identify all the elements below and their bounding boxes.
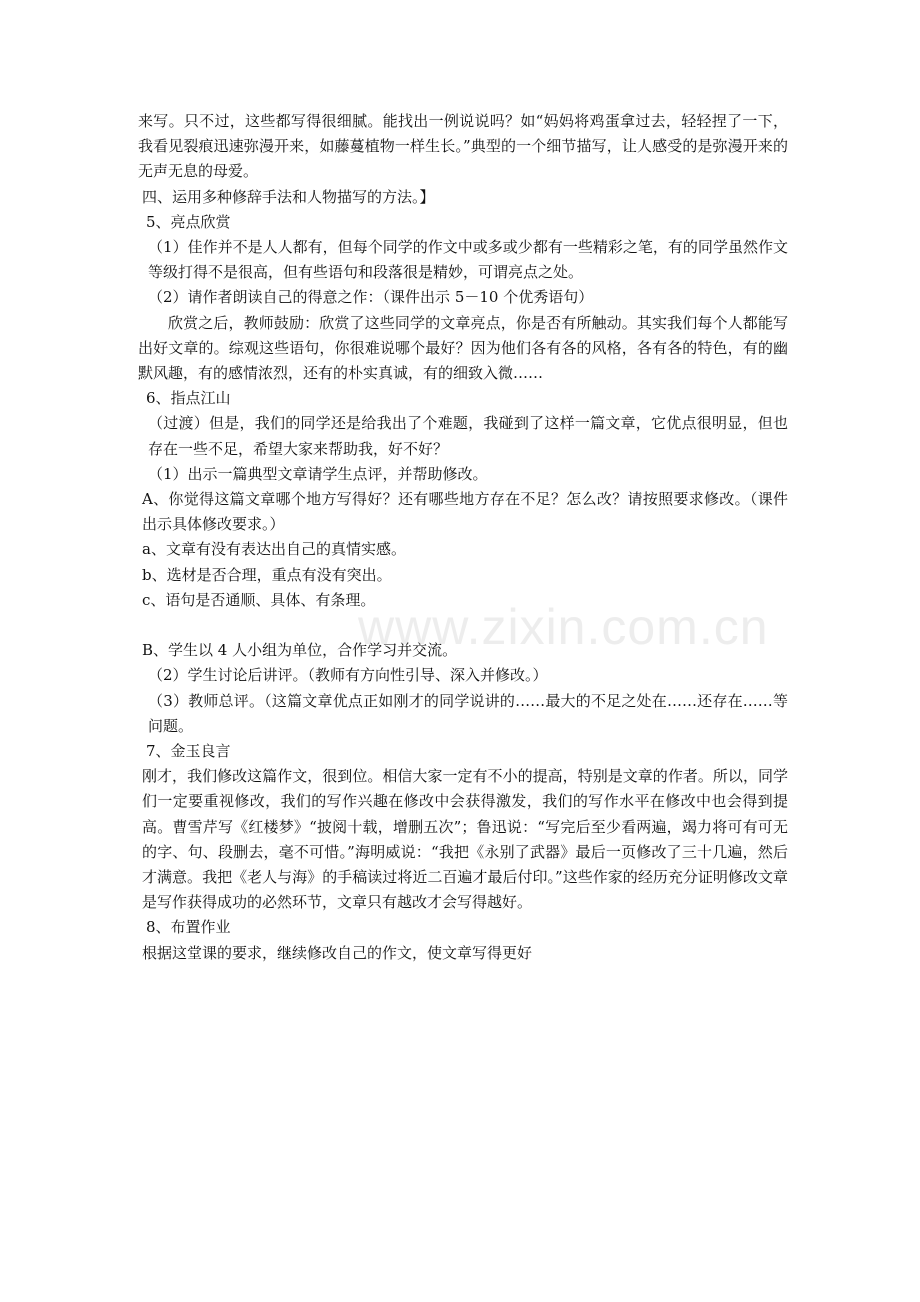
paragraph-5-2: （2）请作者朗读自己的得意之作：（课件出示 5－10 个优秀语句） bbox=[148, 288, 594, 307]
blank-line bbox=[138, 613, 788, 638]
paragraph-5-1: （1）佳作并不是人人都有，但每个同学的作文中或多或少都有一些精彩之笔，有的同学虽然作文等级打得不是很高，但有些语句和段落很是精妙，可谓亮点之处。 bbox=[148, 238, 788, 282]
paragraph-6-2: （2）学生讨论后讲评。（教师有方向性引导、深入并修改。） bbox=[148, 666, 548, 685]
paragraph-teacher-encouragement: 欣赏之后，教师鼓励：欣赏了这些同学的文章亮点，你是否有所触动。其实我们每个人都能写出好文章的。综观这些语句，你很难说哪个最好？因为他们各有各的风格，各有各的特色，有的幽默风趣，有的感情浓烈，还有的朴实真诚，有的细致入微…… bbox=[138, 313, 788, 383]
paragraph-6-3: （3）教师总评。（这篇文章优点正如刚才的同学说讲的……最大的不足之处在……还存在……等问题。 bbox=[148, 691, 788, 735]
paragraph-6-B: B、学生以 4 人小组为单位，合作学习并交流。 bbox=[142, 641, 458, 660]
paragraph-transition: （过渡）但是，我们的同学还是给我出了个难题，我碰到了这样一篇文章，它优点很明显，但也存在一些不足，希望大家来帮助我，好不好？ bbox=[148, 414, 788, 458]
paragraph-6-A: A、你觉得这篇文章哪个地方写得好？还有哪些地方存在不足？怎么改？请按照要求修改。（课件出示具体修改要求。） bbox=[142, 490, 788, 534]
section-heading-6: 6、指点江山 bbox=[146, 389, 231, 408]
document-body bbox=[138, 109, 788, 966]
section-heading-8: 8、布置作业 bbox=[146, 918, 231, 937]
list-item-a: a、文章有没有表达出自己的真情实感。 bbox=[142, 540, 406, 559]
paragraph-detail-description: 来写。只不过，这些都写得很细腻。能找出一例说说吗？如“妈妈将鸡蛋拿过去，轻轻捏了一下，我看见裂痕迅速弥漫开来，如藤蔓植物一样生长。”典型的一个细节描写，让人感受的是弥漫开来的无声无息的母爱。 bbox=[138, 112, 788, 181]
list-item-c: c、语句是否通顺、具体、有条理。 bbox=[142, 590, 376, 609]
paragraph-golden-words: 刚才，我们修改这篇作文，很到位。相信大家一定有不小的提高，特别是文章的作者。所以，同学们一定要重视修改，我们的写作兴趣在修改中会获得激发，我们的写作水平在修改中也会得到提高。曹雪芹写《红楼梦》“披阅十载，增删五次”；鲁迅说：“写完后至少看两遍，竭力将可有可无的字、句、段删去，毫不可惜。”海明威说：“我把《永别了武器》最后一页修改了三十几遍，然后才满意。我把《老人与海》的手稿读过将近二百遍才最后付印。”这些作家的经历充分证明修改文章是写作获得成功的必然环节，文章只有越改才会写得越好。 bbox=[142, 767, 788, 912]
paragraph-homework: 根据这堂课的要求，继续修改自己的作文，使文章写得更好 bbox=[142, 943, 533, 962]
paragraph-6-1: （1）出示一篇典型文章请学生点评，并帮助修改。 bbox=[148, 464, 488, 483]
paragraph-rhetoric-methods: 四、运用多种修辞手法和人物描写的方法。】 bbox=[142, 187, 435, 206]
section-heading-5: 5、亮点欣赏 bbox=[146, 212, 231, 231]
list-item-b: b、选材是否合理，重点有没有突出。 bbox=[142, 565, 392, 584]
watermark-text: www.zixin.com.cn bbox=[358, 599, 769, 655]
section-heading-7: 7、金玉良言 bbox=[146, 742, 231, 761]
